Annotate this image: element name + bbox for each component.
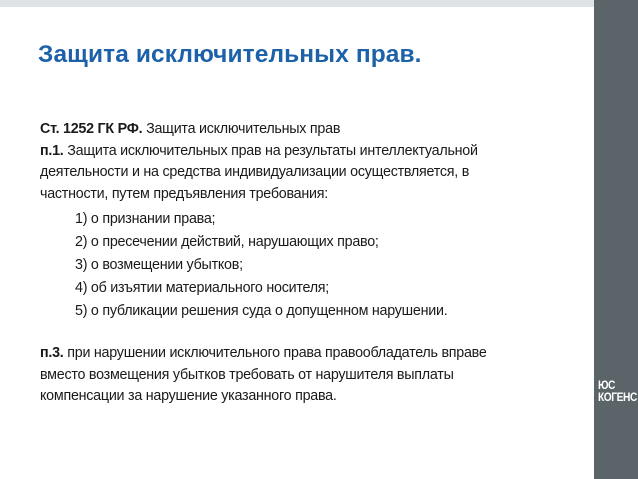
company-logo	[598, 378, 637, 404]
paragraph-3-line-2: вместо возмещения убытков требовать от нарушителя выплаты	[40, 366, 454, 383]
article-heading	[40, 119, 540, 141]
paragraph-1-line-3: частности, путем предъявления требования:	[40, 185, 328, 202]
list-item: 3) о возмещении убытков;	[75, 257, 243, 273]
paragraph-1-text-1: Защита исключительных прав на результаты интеллектуальной	[63, 142, 478, 159]
list-item: 4) об изъятии материального носителя;	[75, 280, 329, 296]
paragraph-3-label: п.3.	[40, 345, 64, 361]
logo-line-2: КОГЕНС	[598, 390, 637, 404]
slide-title: Защита исключительных прав.	[38, 41, 422, 68]
top-band	[0, 0, 594, 7]
paragraph-3-line-1	[40, 343, 540, 365]
slide-body	[40, 119, 540, 408]
article-text: Защита исключительных прав	[142, 121, 341, 137]
list-item: 5) о публикации решения суда о допущенном нарушении.	[75, 303, 448, 319]
list-item: 1) о признании права;	[75, 211, 216, 227]
paragraph-1-label: п.1.	[40, 142, 64, 159]
paragraph-1-line-1	[40, 141, 540, 163]
spacer	[40, 323, 540, 343]
paragraph-3-line-3: компенсации за нарушение указанного права.	[40, 388, 337, 404]
paragraph-1-line-2: деятельности и на средства индивидуализации осуществляется, в	[40, 164, 470, 180]
paragraph-3-text-1: при нарушении исключительного права правообладатель вправе	[63, 345, 487, 361]
requirements-list	[40, 208, 540, 323]
list-item: 2) о пресечении действий, нарушающих право;	[75, 234, 379, 250]
right-side-panel	[594, 0, 638, 479]
article-ref: Ст. 1252 ГК РФ.	[40, 121, 143, 137]
logo-line-1: ЮС	[598, 378, 615, 392]
